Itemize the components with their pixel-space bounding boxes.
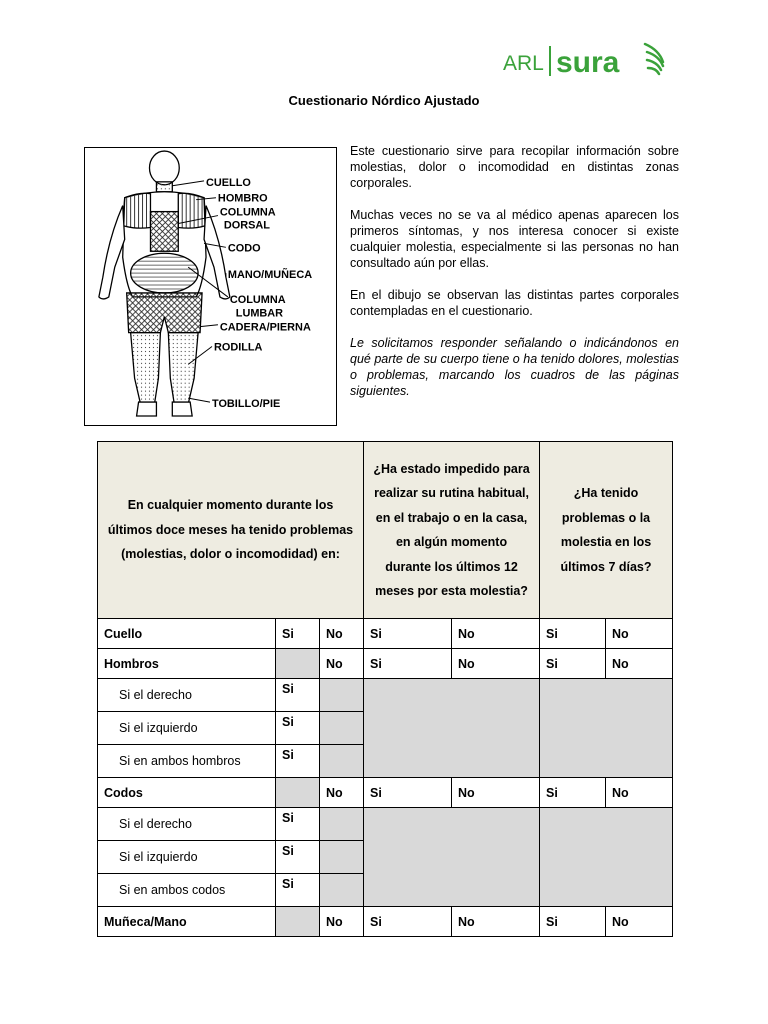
logo-arl-text: ARL — [503, 52, 544, 75]
row-label: Si el izquierdo — [98, 841, 276, 874]
intro-paragraph-3: En el dibujo se observan las distintas partes corporales contempladas en el cuestionario. — [350, 288, 679, 318]
shaded-cell — [320, 745, 364, 778]
intro-text — [350, 143, 679, 415]
option-si[interactable]: Si — [540, 907, 606, 937]
label-rodilla: RODILLA — [213, 341, 263, 354]
shaded-cell — [320, 808, 364, 841]
label-columna-dorsal-1: COLUMNA — [219, 206, 276, 219]
option-no[interactable]: No — [606, 649, 673, 679]
option-si[interactable]: Si — [540, 649, 606, 679]
option-no[interactable]: No — [452, 778, 540, 808]
label-codo: CODO — [227, 242, 261, 255]
option-si[interactable]: Si — [276, 712, 320, 745]
option-si[interactable]: Si — [276, 841, 320, 874]
page-title: Cuestionario Nórdico Ajustado — [288, 93, 480, 108]
label-columna-dorsal-2: DORSAL — [223, 219, 270, 232]
option-si[interactable]: Si — [364, 619, 452, 649]
label-tobillo-pie: TOBILLO/PIE — [211, 398, 281, 411]
option-si[interactable]: Si — [276, 745, 320, 778]
shaded-cell — [364, 679, 540, 778]
option-no[interactable]: No — [606, 907, 673, 937]
header-question-3: ¿Ha tenido problemas o la molestia en los últimos 7 días? — [540, 442, 673, 619]
label-cuello: CUELLO — [206, 176, 251, 189]
intro-paragraph-2: Muchas veces no se va al médico apenas aparecen los primeros síntomas, y nos interesa conocer si existe cualquier molestia, especialmente si las personas no han consultado aún por ellas. — [350, 208, 679, 270]
option-si[interactable]: Si — [276, 808, 320, 841]
row-label: Codos — [98, 778, 276, 808]
option-si[interactable]: Si — [276, 619, 320, 649]
body-diagram — [84, 147, 337, 426]
row-label: Si el derecho — [98, 679, 276, 712]
intro-paragraph-4: Le solicitamos responder señalando o indicándonos en qué parte de su cuerpo tiene o ha tenido dolores, molestias o problemas, marcando los cuadros de las páginas siguientes. — [350, 336, 679, 398]
shaded-cell — [320, 712, 364, 745]
shaded-cell — [276, 778, 320, 808]
shaded-cell — [276, 907, 320, 937]
questionnaire-table — [97, 441, 673, 937]
row-label: Muñeca/Mano — [98, 907, 276, 937]
arl-sura-logo — [497, 28, 677, 88]
option-no[interactable]: No — [320, 619, 364, 649]
option-no[interactable]: No — [320, 778, 364, 808]
row-label: Si el derecho — [98, 808, 276, 841]
option-si[interactable]: Si — [276, 874, 320, 907]
option-no[interactable]: No — [606, 778, 673, 808]
option-si[interactable]: Si — [540, 619, 606, 649]
row-codos — [98, 778, 673, 808]
option-si[interactable]: Si — [540, 778, 606, 808]
option-no[interactable]: No — [452, 649, 540, 679]
option-si[interactable]: Si — [276, 679, 320, 712]
label-columna-lumbar-2: LUMBAR — [235, 307, 284, 320]
row-cuello — [98, 619, 673, 649]
row-hombro-derecho — [98, 679, 673, 712]
row-label: Si el izquierdo — [98, 712, 276, 745]
label-mano-muneca: MANO/MUÑECA — [227, 269, 313, 282]
option-no[interactable]: No — [452, 619, 540, 649]
row-muneca-mano — [98, 907, 673, 937]
option-si[interactable]: Si — [364, 907, 452, 937]
shaded-cell — [320, 841, 364, 874]
label-columna-lumbar-1: COLUMNA — [229, 293, 286, 306]
label-hombro: HOMBRO — [217, 192, 268, 205]
header-question-1: En cualquier momento durante los últimos doce meses ha tenido problemas (molestias, dolor o incomodidad) en: — [98, 442, 364, 619]
shaded-cell — [540, 808, 673, 907]
row-label: Si en ambos codos — [98, 874, 276, 907]
shaded-cell — [364, 808, 540, 907]
row-label: Si en ambos hombros — [98, 745, 276, 778]
shaded-cell — [276, 649, 320, 679]
logo-brand-text: sura — [556, 46, 620, 79]
shaded-cell — [540, 679, 673, 778]
option-no[interactable]: No — [320, 649, 364, 679]
intro-paragraph-1: Este cuestionario sirve para recopilar información sobre molestias, dolor o incomodidad en distintas zonas corporales. — [350, 144, 679, 190]
shaded-cell — [320, 874, 364, 907]
option-no[interactable]: No — [452, 907, 540, 937]
row-label: Cuello — [98, 619, 276, 649]
row-hombros — [98, 649, 673, 679]
option-no[interactable]: No — [320, 907, 364, 937]
option-no[interactable]: No — [606, 619, 673, 649]
label-cadera-pierna: CADERA/PIERNA — [219, 321, 311, 334]
shaded-cell — [320, 679, 364, 712]
header-question-2: ¿Ha estado impedido para realizar su rutina habitual, en el trabajo o en la casa, en algún momento durante los últimos 12 meses por esta molestia? — [364, 442, 540, 619]
option-si[interactable]: Si — [364, 649, 452, 679]
row-label: Hombros — [98, 649, 276, 679]
row-codo-derecho — [98, 808, 673, 841]
option-si[interactable]: Si — [364, 778, 452, 808]
